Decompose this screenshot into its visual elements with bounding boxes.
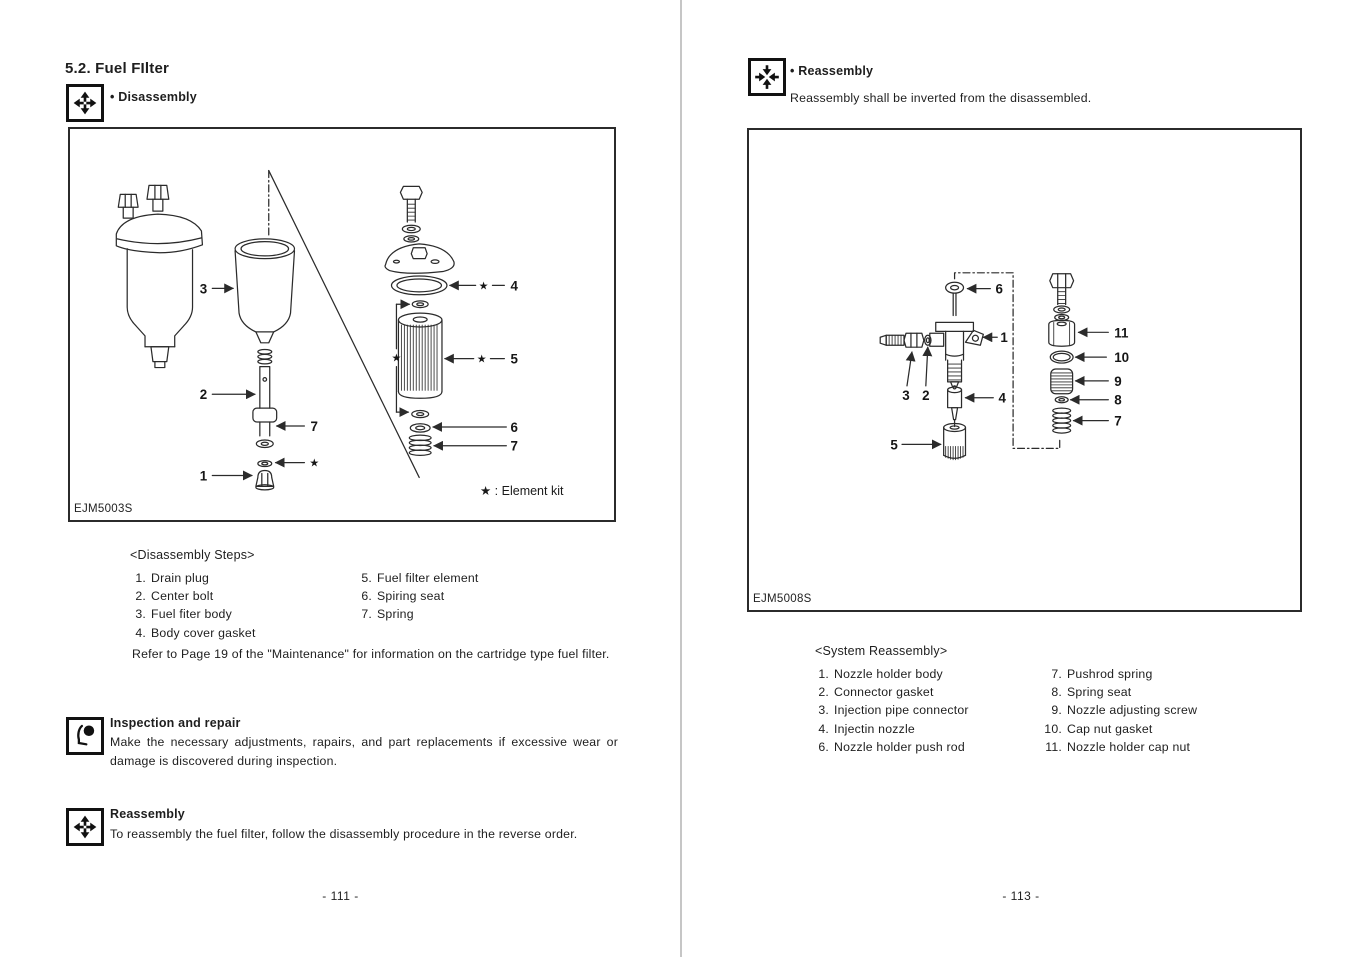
body-cover-gasket-part <box>391 276 446 295</box>
overflow-bolt-part <box>1050 274 1074 305</box>
list-item: 1. Nozzle holder body <box>818 667 943 681</box>
element-kit-washer-part <box>258 461 272 467</box>
nozzle-holder-exploded-drawing <box>749 130 1300 610</box>
fuel-filter-exploded-figure <box>68 127 616 522</box>
spring-part <box>409 435 431 455</box>
cartridge-note: Refer to Page 19 of the "Maintenance" for information on the cartridge type fuel filter. <box>132 647 610 661</box>
arrows-in-glyph <box>753 63 781 91</box>
callout-9: 9 <box>1114 373 1122 389</box>
callout-11: 11 <box>1114 325 1129 341</box>
system-reassembly-col2 <box>1040 667 1197 758</box>
injection-pipe-connector-part <box>880 333 924 347</box>
nozzle-holder-cap-nut-upper-part <box>1049 320 1075 346</box>
list-item: 11. Nozzle holder cap nut <box>1045 739 1191 754</box>
list-item: 7. Pushrod spring <box>1051 667 1153 681</box>
list-item: 4. Body cover gasket <box>135 625 256 640</box>
nozzle-holder-body-part <box>930 322 984 386</box>
right-reassembly-heading: • Reassembly <box>790 64 874 78</box>
element-lower-washer-part <box>412 411 429 418</box>
drain-plug-part <box>256 471 274 490</box>
fuel-filter-body-part <box>235 239 294 343</box>
injectin-nozzle-part <box>948 386 962 427</box>
callout-star-gasket: ★ <box>478 280 489 293</box>
list-item: 5. Fuel filter element <box>361 571 479 585</box>
reassembly-icon <box>66 808 104 846</box>
spring-washer-part <box>256 440 273 448</box>
callout-1: 1 <box>199 468 208 484</box>
inspection-icon <box>66 717 104 755</box>
reassembly-in-icon <box>748 58 786 96</box>
list-item: 4. Injectin nozzle <box>818 721 915 736</box>
fuel-filter-exploded-drawing <box>70 129 614 520</box>
callout-7-left: 7 <box>310 418 319 434</box>
callout-8: 8 <box>1114 392 1122 408</box>
body-cover-part <box>385 244 454 273</box>
system-reassembly-col1 <box>815 667 969 758</box>
figure-code: EJM5008S <box>753 593 812 605</box>
page-number-left: - 111 - <box>322 889 359 903</box>
list-item: 2. Connector gasket <box>818 685 934 700</box>
system-reassembly-heading: <System Reassembly> <box>815 644 948 658</box>
list-item: 9. Nozzle adjusting screw <box>1051 703 1198 718</box>
list-item: 6. Spiring seat <box>361 589 445 604</box>
arrows-out-glyph <box>71 89 99 117</box>
callout-star-drainwasher: ★ <box>309 457 320 470</box>
pushrod-spring-part <box>1053 408 1071 433</box>
arrows-out-glyph <box>71 813 99 841</box>
callout-7: 7 <box>1114 413 1122 429</box>
nozzle-holder-cap-nut-part <box>944 424 966 460</box>
nozzle-holder-push-rod-part <box>946 282 964 315</box>
left-reassembly-body: To reassembly the fuel filter, follow the disassembly procedure in the reverse order. <box>110 827 578 841</box>
nozzle-adjusting-screw-part <box>1051 369 1073 394</box>
callout-1: 1 <box>1000 330 1008 346</box>
section-title: 5.2. Fuel FIlter <box>65 60 170 77</box>
list-item: 3. Fuel fiter body <box>135 607 232 622</box>
spring-seat-part <box>1055 397 1068 403</box>
callout-3: 3 <box>902 387 910 403</box>
bolt-washers-part <box>1054 306 1070 320</box>
callout-6: 6 <box>995 281 1003 297</box>
left-reassembly-heading: Reassembly <box>110 807 185 821</box>
element-upper-washer-part <box>412 301 428 308</box>
disassembly-steps-col1 <box>132 571 256 644</box>
cap-nut-gasket-part <box>1050 351 1073 363</box>
page-divider <box>680 0 682 957</box>
disassembly-heading: • Disassembly <box>110 90 197 104</box>
list-item: 8. Spring seat <box>1051 685 1132 700</box>
center-bolt-part <box>253 349 277 435</box>
fuel-filter-element-part <box>398 313 442 398</box>
inspection-body: Make the necessary adjustments, rapairs, and part replacements if excessive wear or damage is discovered during inspection. <box>110 735 618 768</box>
callout-star-element: ★ <box>476 353 487 366</box>
callout-6: 6 <box>510 419 518 435</box>
disassembly-steps-heading: <Disassembly Steps> <box>130 548 255 562</box>
callout-5: 5 <box>890 437 898 453</box>
nozzle-holder-exploded-figure <box>747 128 1302 612</box>
list-item: 2. Center bolt <box>135 589 214 604</box>
assembled-fuel-filter <box>116 185 202 367</box>
list-item: 3. Injection pipe connector <box>818 703 969 718</box>
callout-star-washers: ★ <box>391 352 402 365</box>
disassembly-icon <box>66 84 104 122</box>
magnifier-glyph <box>71 722 99 750</box>
element-kit-legend: ★ : Element kit <box>480 484 564 498</box>
callout-4: 4 <box>510 278 518 294</box>
cover-washers-part <box>402 225 420 242</box>
right-reassembly-body: Reassembly shall be inverted from the disassembled. <box>790 91 1092 105</box>
callout-4: 4 <box>998 390 1006 406</box>
inspection-heading: Inspection and repair <box>110 716 241 730</box>
subassembly-bracket <box>955 273 1060 449</box>
list-item: 6. Nozzle holder push rod <box>818 739 965 754</box>
list-item: 7. Spring <box>361 607 414 622</box>
callout-2: 2 <box>922 387 930 403</box>
callout-5: 5 <box>510 351 518 367</box>
cover-bolt-part <box>400 186 422 222</box>
callout-3: 3 <box>199 281 208 297</box>
list-item: 10. Cap nut gasket <box>1044 721 1153 736</box>
spring-seat-part <box>410 424 430 432</box>
disassembly-steps-col2 <box>358 571 479 626</box>
callout-10: 10 <box>1114 350 1130 366</box>
list-item: 1. Drain plug <box>135 571 210 585</box>
figure-code: EJM5003S <box>74 503 133 515</box>
page-number-right: - 113 - <box>1002 889 1040 903</box>
callout-2: 2 <box>199 387 208 403</box>
callout-7-right: 7 <box>510 438 518 454</box>
